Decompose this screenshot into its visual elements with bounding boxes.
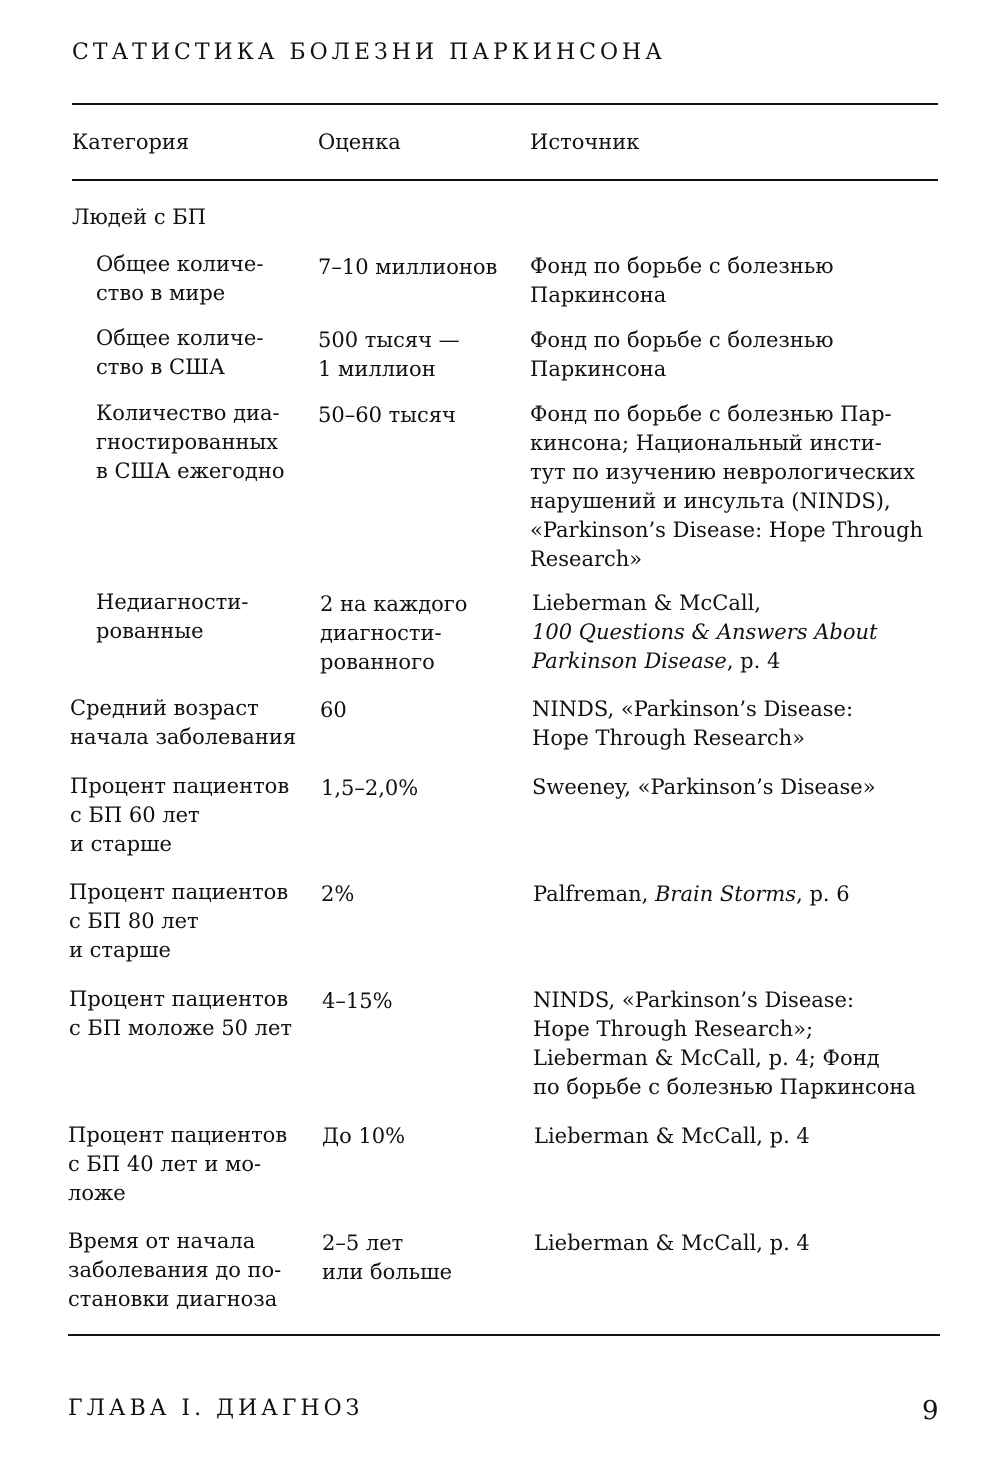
row-category: Процент пациентов с БП моложе 50 лет	[69, 987, 293, 1040]
row-category: Процент пациентов с БП 40 лет и мо- ложе	[68, 1123, 288, 1205]
source-author: Palfreman,	[533, 882, 655, 906]
row-estimate: 60	[320, 698, 347, 722]
row-category: Процент пациентов с БП 60 лет и старше	[70, 774, 290, 856]
chapter-footer: ГЛАВА I. ДИАГНОЗ	[68, 1396, 364, 1421]
row-source	[533, 880, 938, 909]
group-label: Людей с БП	[72, 205, 207, 229]
row-category: Общее количе- ство в США	[96, 326, 264, 379]
row-category: Средний возраст начала заболевания	[70, 696, 297, 749]
row-source: NINDS, «Parkinson’s Disease: Hope Through Research»	[532, 697, 854, 750]
row-source: Lieberman & McCall, p. 4	[534, 1124, 810, 1148]
row-estimate: 50–60 тысяч	[318, 403, 456, 427]
row-source: NINDS, «Parkinson’s Disease: Hope Through Research»; Lieberman & McCall, p. 4; Фонд по борьбе с болезнью Паркинсона	[533, 988, 916, 1099]
row-estimate: 2%	[321, 882, 355, 906]
row-category: Общее количе- ство в мире	[96, 252, 264, 305]
row-source: Lieberman & McCall, p. 4	[534, 1231, 810, 1255]
source-book-title: 100 Questions & Answers About	[532, 620, 878, 644]
header-source: Источник	[530, 130, 640, 154]
row-estimate: 4–15%	[322, 989, 393, 1013]
row-category: Количество диа- гностированных в США ежегодно	[96, 401, 285, 483]
row-estimate: 500 тысяч — 1 миллион	[318, 328, 460, 381]
row-estimate: 2 на каждого диагности- рованного	[320, 592, 468, 674]
header-estimate: Оценка	[318, 130, 401, 154]
source-book-title-cont: Parkinson Disease	[532, 649, 727, 673]
row-source	[532, 589, 937, 676]
row-estimate: 1,5–2,0%	[321, 776, 419, 800]
row-source: Фонд по борьбе с болезнью Пар- кинсона; Национальный инсти- тут по изучению неврологических нарушений и инсульта (NINDS), «Parkinson’s Disease: Hope Through Research»	[530, 402, 924, 571]
source-book-title: Brain Storms	[654, 882, 797, 906]
table-top-rule	[72, 103, 938, 105]
source-author: Lieberman & McCall,	[532, 591, 761, 615]
row-source: Фонд по борьбе с болезнью Паркинсона	[530, 254, 834, 307]
page-number: 9	[922, 1396, 939, 1426]
row-category: Недиагности- рованные	[96, 590, 249, 643]
row-estimate: До 10%	[322, 1124, 406, 1148]
row-estimate: 7–10 миллионов	[318, 255, 498, 279]
row-estimate: 2–5 лет или больше	[322, 1231, 453, 1284]
row-source: Фонд по борьбе с болезнью Паркинсона	[530, 328, 834, 381]
row-category: Время от начала заболевания до по- становки диагноза	[68, 1229, 282, 1311]
row-category: Процент пациентов с БП 80 лет и старше	[69, 880, 289, 962]
source-page: , p. 4	[726, 649, 781, 673]
table-bottom-rule	[68, 1334, 940, 1336]
header-category: Категория	[72, 130, 190, 154]
row-source: Sweeney, «Parkinson’s Disease»	[532, 775, 876, 799]
page-title: СТАТИСТИКА БОЛЕЗНИ ПАРКИНСОНА	[72, 40, 666, 65]
header-rule	[72, 179, 938, 181]
source-page: , p. 6	[796, 882, 850, 906]
